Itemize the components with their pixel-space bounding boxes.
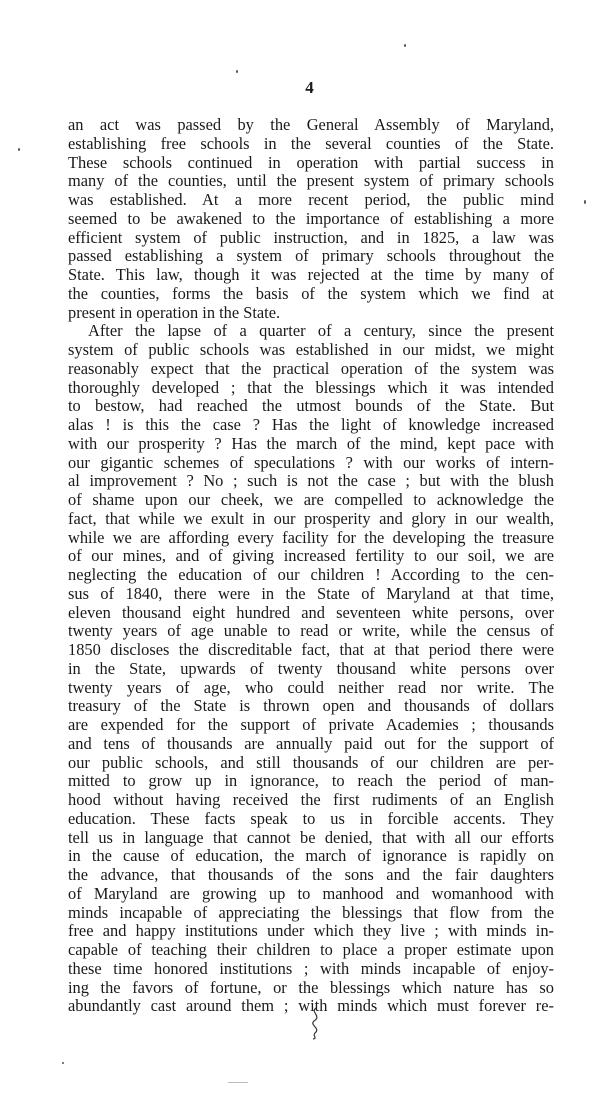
faint-rule [228, 1082, 248, 1083]
text-line: State. This law, though it was rejected at the time by many of [68, 265, 554, 284]
text-line: twenty years of age, who could neither read nor write. The [68, 677, 554, 697]
text-line: present in operation in the State. [68, 302, 281, 322]
text-line: of shame upon our cheek, we are compelled to acknowledge the [68, 490, 554, 509]
text-line: abundantly cast around them ; with minds which must forever re- [68, 996, 554, 1016]
text-line: are expended for the support of private Academies ; thousands [68, 715, 554, 734]
text-line: while we are affording every facility for the developing the treasure [68, 527, 554, 547]
text-line: the advance, that thousands of the sons and the fair daughters [68, 865, 554, 884]
text-line: reasonably expect that the practical operation of the system was [68, 358, 554, 378]
text-line: the counties, forms the basis of the system which we find at [68, 283, 554, 303]
text-line: twenty years of age unable to read or write, while the census of [68, 621, 554, 641]
text-line: alas ! is this the case ? Has the light of knowledge increased [68, 415, 554, 434]
text-line: free and happy institutions under which they live ; with minds in- [68, 921, 554, 941]
text-line: hood without having received the first rudiments of an English [68, 790, 554, 809]
text-line: These schools continued in operation with partial success in [68, 152, 554, 172]
text-line: with our prosperity ? Has the march of the mind, kept pace with [68, 433, 554, 453]
scan-speck [236, 70, 238, 73]
text-line: efficient system of public instruction, and in 1825, a law was [68, 227, 554, 247]
text-line: thoroughly developed ; that the blessings which it was intended [68, 377, 554, 397]
page-number: 4 [305, 78, 315, 97]
text-line: capable of teaching their children to place a proper estimate upon [68, 940, 554, 959]
text-line: sus of 1840, there were in the State of Maryland at that time, [68, 583, 554, 603]
text-line: neglecting the education of our children ! According to the cen- [68, 565, 554, 584]
text-line: al improvement ? No ; such is not the case ; but with the blush [68, 471, 554, 491]
text-line: education. These facts speak to us in forcible accents. They [68, 808, 554, 828]
text-line: passed establishing a system of primary schools throughout the [68, 246, 554, 266]
text-line: our gigantic schemes of speculations ? with our works of intern- [68, 452, 554, 472]
text-line: system of public schools was established in our midst, we might [68, 340, 554, 359]
text-line: minds incapable of appreciating the blessings that flow from the [68, 902, 554, 922]
text-line: eleven thousand eight hundred and seventeen white persons, over [68, 602, 554, 622]
text-line: was established. At a more recent period, the public mind [68, 190, 554, 209]
text-line: of our mines, and of giving increased fertility to our soil, we are [68, 546, 554, 566]
scan-speck [404, 44, 406, 47]
scan-speck [584, 200, 586, 204]
text-line: After the lapse of a quarter of a century, since the present [88, 321, 554, 341]
text-line: an act was passed by the General Assembly of Maryland, [68, 115, 554, 134]
text-line: treasury of the State is thrown open and thousands of dollars [68, 696, 554, 716]
scan-speck [18, 148, 20, 151]
text-line: our public schools, and still thousands of our children are per- [68, 752, 554, 772]
text-line: seemed to be awakened to the importance of establishing a more [68, 208, 554, 228]
text-line: these time honored institutions ; with minds incapable of enjoy- [68, 958, 554, 978]
text-line: fact, that while we exult in our prosperity and glory in our wealth, [68, 508, 554, 528]
text-line: 1850 discloses the discreditable fact, that at that period there were [68, 640, 554, 659]
text-line: in the State, upwards of twenty thousand white persons over [68, 658, 554, 678]
text-line: and tens of thousands are annually paid out for the support of [68, 733, 554, 753]
scan-speck [62, 1062, 64, 1064]
text-line: tell us in language that cannot be denied, that with all our efforts [68, 827, 554, 847]
body-text [68, 116, 554, 1016]
text-line: mitted to grow up in ignorance, to reach the period of man- [68, 771, 554, 791]
text-line: many of the counties, until the present system of primary schools [68, 171, 554, 191]
text-line: of Maryland are growing up to manhood and womanhood with [68, 883, 554, 903]
text-line: to bestow, had reached the utmost bounds of the State. But [68, 396, 554, 416]
text-line: ing the favors of fortune, or the blessings which nature has so [68, 977, 554, 997]
ink-scribble [306, 1006, 326, 1040]
text-line: establishing free schools in the several counties of the State. [68, 133, 554, 153]
text-line: in the cause of education, the march of ignorance is rapidly on [68, 846, 554, 866]
